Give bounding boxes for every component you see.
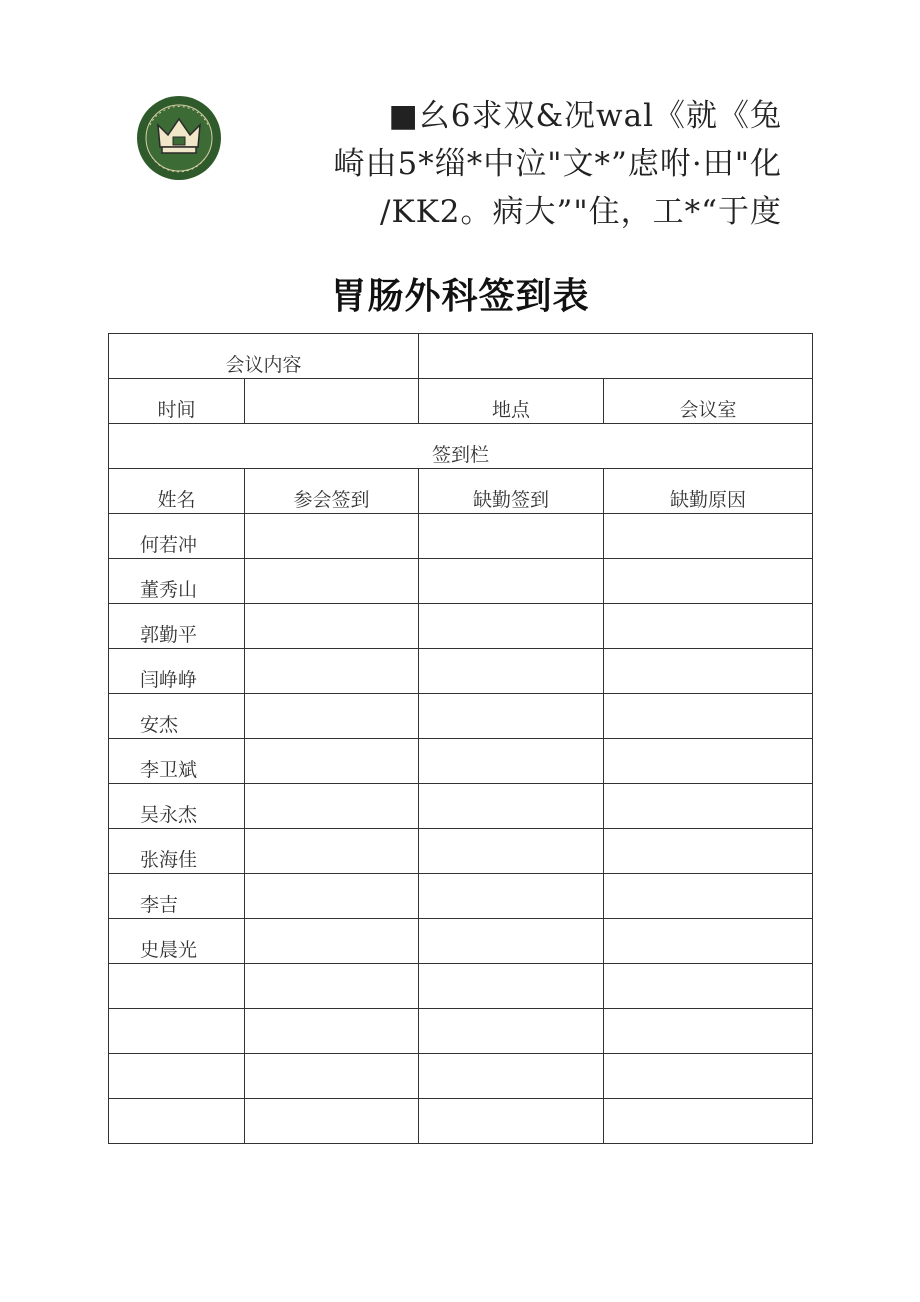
column-header-absence-reason: 缺勤原因 (604, 469, 813, 514)
time-label: 时间 (109, 379, 245, 424)
attendee-absence-signin-cell[interactable] (419, 694, 604, 739)
location-label: 地点 (419, 379, 604, 424)
attendee-name: 安杰 (109, 694, 245, 739)
attendee-row (109, 694, 813, 739)
attendee-absence-reason-cell[interactable] (604, 694, 813, 739)
attendee-name: 吴永杰 (109, 784, 245, 829)
attendee-absence-signin-cell[interactable] (419, 559, 604, 604)
attendee-row (109, 739, 813, 784)
attendee-row (109, 1099, 813, 1144)
attendee-row (109, 829, 813, 874)
attendee-signin-cell[interactable] (245, 829, 419, 874)
attendee-name: 张海佳 (109, 829, 245, 874)
header-line-3: /KK2。病大”"住，工*“于度 (380, 194, 782, 230)
attendee-absence-reason-cell[interactable] (604, 964, 813, 1009)
attendee-absence-signin-cell[interactable] (419, 829, 604, 874)
attendee-name: 何若冲 (109, 514, 245, 559)
attendee-row (109, 649, 813, 694)
attendee-row (109, 1054, 813, 1099)
time-location-row (109, 379, 813, 424)
column-header-row (109, 469, 813, 514)
attendee-absence-reason-cell[interactable] (604, 559, 813, 604)
attendee-absence-signin-cell[interactable] (419, 1054, 604, 1099)
attendee-name (109, 1054, 245, 1099)
column-header-signin: 参会签到 (245, 469, 419, 514)
attendee-absence-signin-cell[interactable] (419, 514, 604, 559)
attendee-row (109, 559, 813, 604)
attendee-signin-cell[interactable] (245, 1009, 419, 1054)
attendee-signin-cell[interactable] (245, 964, 419, 1009)
attendee-row (109, 919, 813, 964)
attendee-absence-reason-cell[interactable] (604, 514, 813, 559)
attendee-signin-cell[interactable] (245, 604, 419, 649)
location-field[interactable]: 会议室 (604, 379, 813, 424)
attendee-absence-signin-cell[interactable] (419, 964, 604, 1009)
meeting-content-row (109, 334, 813, 379)
attendee-name: 郭勤平 (109, 604, 245, 649)
attendee-absence-signin-cell[interactable] (419, 919, 604, 964)
attendee-row (109, 604, 813, 649)
attendee-name: 闫峥峥 (109, 649, 245, 694)
attendee-absence-signin-cell[interactable] (419, 604, 604, 649)
attendee-name: 李吉 (109, 874, 245, 919)
attendee-absence-reason-cell[interactable] (604, 1054, 813, 1099)
header-line-1: ■幺6求双&况wal《就《兔 (388, 98, 782, 134)
attendee-absence-reason-cell[interactable] (604, 1099, 813, 1144)
attendee-absence-signin-cell[interactable] (419, 649, 604, 694)
attendee-name (109, 1099, 245, 1144)
attendee-absence-reason-cell[interactable] (604, 739, 813, 784)
attendee-absence-reason-cell[interactable] (604, 604, 813, 649)
attendee-row (109, 964, 813, 1009)
hospital-seal-crown-icon (136, 95, 222, 181)
time-field[interactable] (245, 379, 419, 424)
attendee-signin-cell[interactable] (245, 1099, 419, 1144)
header-text-block (222, 92, 782, 236)
signin-table (108, 333, 813, 1144)
attendee-signin-cell[interactable] (245, 874, 419, 919)
attendee-absence-signin-cell[interactable] (419, 1099, 604, 1144)
attendee-signin-cell[interactable] (245, 739, 419, 784)
attendee-name: 李卫斌 (109, 739, 245, 784)
attendee-absence-reason-cell[interactable] (604, 919, 813, 964)
meeting-content-label: 会议内容 (109, 334, 419, 379)
signin-section-label: 签到栏 (109, 424, 813, 469)
attendee-name (109, 964, 245, 1009)
attendee-absence-reason-cell[interactable] (604, 784, 813, 829)
column-header-absence-signin: 缺勤签到 (419, 469, 604, 514)
attendee-absence-reason-cell[interactable] (604, 1009, 813, 1054)
attendee-signin-cell[interactable] (245, 1054, 419, 1099)
attendee-absence-reason-cell[interactable] (604, 829, 813, 874)
attendee-absence-signin-cell[interactable] (419, 874, 604, 919)
attendee-absence-reason-cell[interactable] (604, 649, 813, 694)
column-header-name: 姓名 (109, 469, 245, 514)
attendee-name: 董秀山 (109, 559, 245, 604)
attendee-row (109, 784, 813, 829)
attendee-name (109, 1009, 245, 1054)
page-title: 胃肠外科签到表 (330, 276, 590, 317)
header-line-2: 崎由5*缁*中泣"文*”虑咐·田"化 (333, 146, 782, 182)
attendee-signin-cell[interactable] (245, 649, 419, 694)
attendee-signin-cell[interactable] (245, 919, 419, 964)
attendee-name: 史晨光 (109, 919, 245, 964)
attendee-absence-signin-cell[interactable] (419, 739, 604, 784)
attendee-signin-cell[interactable] (245, 514, 419, 559)
signin-section-row (109, 424, 813, 469)
attendee-absence-signin-cell[interactable] (419, 1009, 604, 1054)
attendee-row (109, 1009, 813, 1054)
attendee-absence-signin-cell[interactable] (419, 784, 604, 829)
attendee-row (109, 514, 813, 559)
meeting-content-field[interactable] (419, 334, 813, 379)
attendee-row (109, 874, 813, 919)
attendee-signin-cell[interactable] (245, 559, 419, 604)
attendee-absence-reason-cell[interactable] (604, 874, 813, 919)
attendee-signin-cell[interactable] (245, 784, 419, 829)
attendee-signin-cell[interactable] (245, 694, 419, 739)
